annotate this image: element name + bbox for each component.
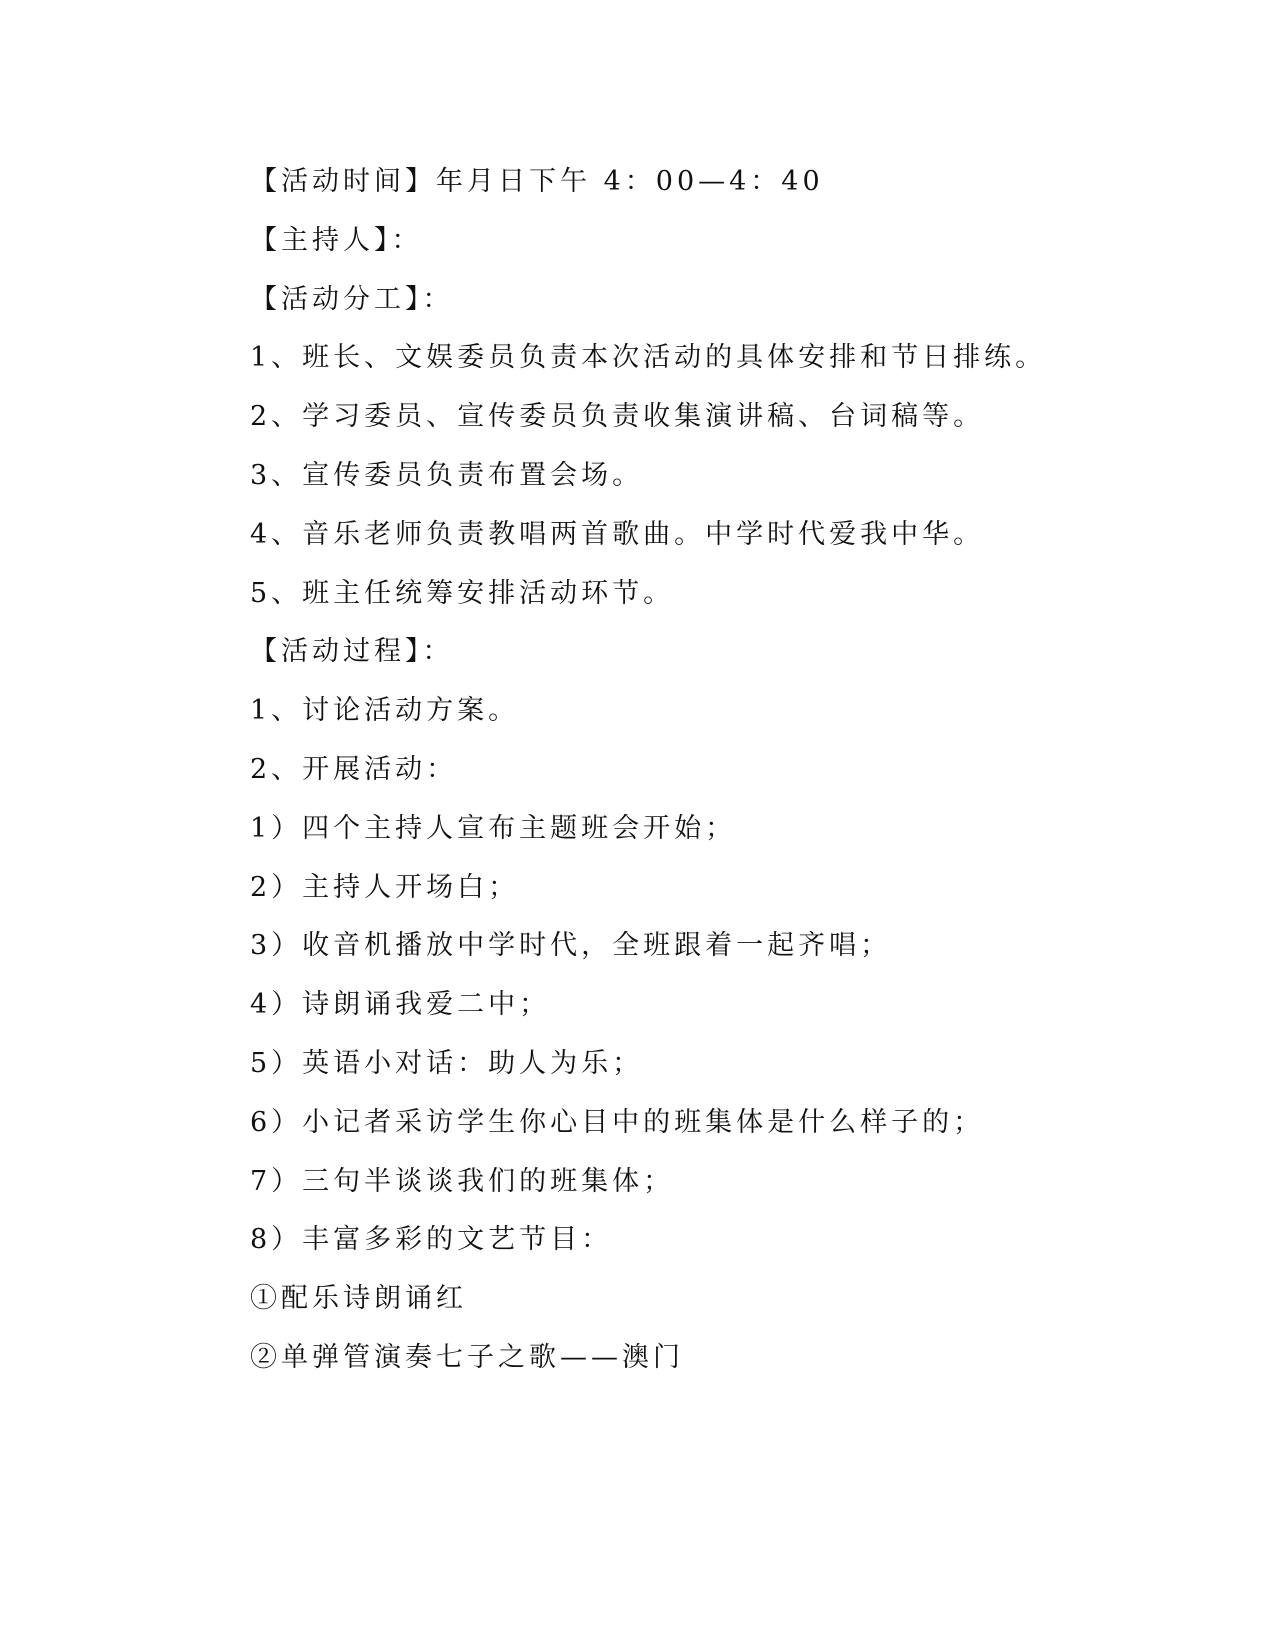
host-line: 【主持人】： [250,224,423,256]
process-heading: 【活动过程】： [250,636,454,668]
process-subitem-4: 4）诗朗诵我爱二中； [250,989,551,1021]
document-body [250,158,1210,1393]
activity-time-line: 【活动时间】年月日下午 4：00—4：40 [250,166,824,197]
process-item-2: 2、开展活动： [250,753,458,785]
process-item-1: 1、讨论活动方案。 [250,695,520,727]
division-item-2: 2、学习委员、宣传委员负责收集演讲稿、台词稿等。 [250,401,985,433]
division-heading: 【活动分工】： [250,283,454,315]
division-item-5: 5、班主任统筹安排活动环节。 [250,577,675,609]
process-subitem-8: 8）丰富多彩的文艺节目： [250,1224,613,1256]
program-item-2: ②单弹管演奏七子之歌——澳门 [250,1341,684,1373]
division-item-3: 3、宣传委员负责布置会场。 [250,459,644,491]
program-item-1: ①配乐诗朗诵红 [250,1283,467,1315]
process-subitem-6: 6）小记者采访学生你心目中的班集体是什么样子的； [250,1106,985,1138]
process-subitem-3: 3）收音机播放中学时代，全班跟着一起齐唱； [250,930,892,962]
division-item-1: 1、班长、文娱委员负责本次活动的具体安排和节日排练。 [250,342,1047,374]
process-subitem-5: 5）英语小对话：助人为乐； [250,1047,644,1079]
process-subitem-1: 1）四个主持人宣布主题班会开始； [250,812,737,844]
process-subitem-7: 7）三句半谈谈我们的班集体； [250,1165,675,1197]
division-item-4: 4、音乐老师负责教唱两首歌曲。中学时代爱我中华。 [250,518,985,550]
process-subitem-2: 2）主持人开场白； [250,871,520,903]
